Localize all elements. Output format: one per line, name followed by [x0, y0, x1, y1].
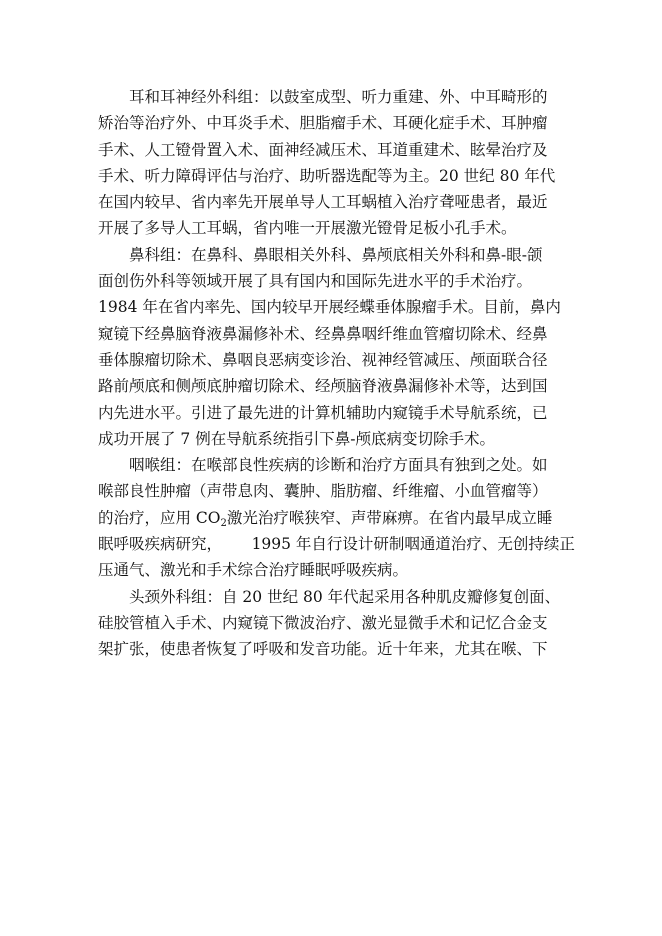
paragraph-throat-section [98, 452, 575, 583]
text-line: 矫治等治疗外、中耳炎手术、胆脂瘤手术、耳硬化症手术、耳肿瘤 [98, 114, 548, 133]
paragraph-head-neck-section [98, 584, 561, 663]
text-line: 压通气、激光和手术综合治疗睡眠呼吸疾病。 [98, 561, 409, 580]
text-line: 头颈外科组：自 20 世纪 80 年代起采用各种肌皮瓣修复创面、 [129, 587, 561, 606]
text-line: 咽喉组：在喉部良性疾病的诊断和治疗方面具有独到之处。如 [129, 456, 548, 475]
co2-subscript: 2 [220, 517, 227, 529]
text-line: 耳和耳神经外科组：以鼓室成型、听力重建、外、中耳畸形的 [129, 88, 548, 106]
paragraph-ear-section [98, 84, 558, 242]
text-line: 面创伤外科等领域开展了具有国内和国际先进水平的手术治疗。 [98, 272, 533, 291]
text-line: 垂体腺瘤切除术、鼻咽良恶病变诊治、视神经管减压、颅面联合径 [98, 350, 548, 369]
text-line: 硅胶管植入手术、内窥镜下微波治疗、激光显微手术和记忆合金支 [98, 613, 548, 632]
text-line: 眠呼吸疾病研究， 1995 年自行设计研制咽通道治疗、无创持续正 [98, 535, 575, 554]
text-line: 喉部良性肿瘤（声带息肉、囊肿、脂肪瘤、纤维瘤、小血管瘤等） [98, 482, 548, 501]
text-line: 1984 年在省内率先、国内较早开展经蝶垂体腺瘤手术。目前，鼻内 [98, 298, 561, 317]
text-line: 窥镜下经鼻脑脊液鼻漏修补术、经鼻鼻咽纤维血管瘤切除术、经鼻 [98, 324, 548, 343]
document-body [98, 84, 575, 663]
text-line: 手术、听力障碍评估与治疗、助听器选配等为主。20 世纪 80 年代 [98, 166, 556, 185]
text-line: 架扩张，使患者恢复了呼吸和发音功能。近十年来，尤其在喉、下 [98, 640, 548, 659]
text-line: 成功开展了 7 例在导航系统指引下鼻-颅底病变切除手术。 [98, 429, 495, 448]
text-line: 鼻科组：在鼻科、鼻眼相关外科、鼻颅底相关外科和鼻-眼-颌 [129, 245, 543, 264]
paragraph-nose-section [98, 242, 561, 452]
text-line: 开展了多导人工耳蜗，省内唯一开展激光镫骨足板小孔手术。 [98, 219, 517, 238]
co2-after-text: 激光治疗喉狭窄、声带麻痹。在省内最早成立睡 [226, 508, 553, 527]
text-line: 内先进水平。引进了最先进的计算机辅助内窥镜手术导航系统，已 [98, 403, 548, 422]
text-line: 手术、人工镫骨置入术、面神经减压术、耳道重建术、眩晕治疗及 [98, 140, 548, 159]
text-line: 路前颅底和侧颅底肿瘤切除术、经颅脑脊液鼻漏修补术等，达到国 [98, 377, 548, 396]
co2-before-text: 的治疗，应用 CO [98, 508, 221, 527]
text-line: 在国内较早、省内率先开展单导人工耳蜗植入治疗聋哑患者，最近 [98, 193, 548, 212]
text-line-co2 [98, 505, 558, 531]
